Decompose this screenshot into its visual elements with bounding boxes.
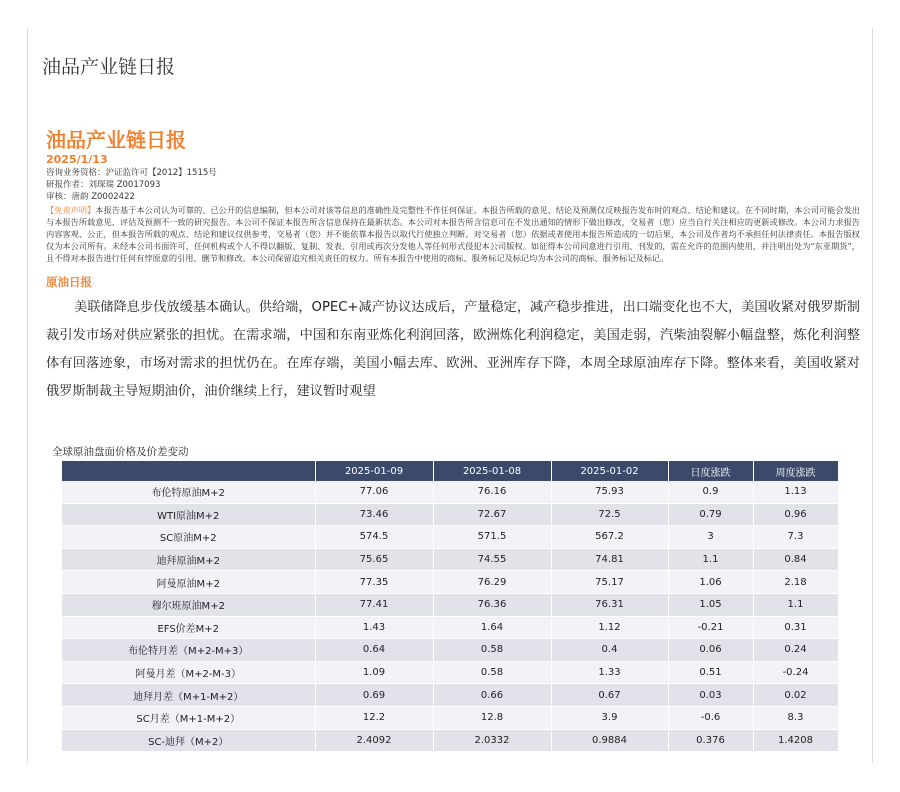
table-cell: 0.66 <box>433 684 551 707</box>
table-cell: 1.64 <box>433 616 551 639</box>
table-cell: 12.8 <box>433 706 551 729</box>
table-cell: 574.5 <box>315 526 433 549</box>
table-cell: 0.4 <box>551 639 668 662</box>
table-cell: 77.35 <box>315 571 433 594</box>
section-title: 原油日报 <box>46 275 92 289</box>
table-cell: 2.4092 <box>315 729 433 752</box>
header-cell: 日度涨跌 <box>668 461 753 481</box>
table-row <box>62 706 838 729</box>
table-cell: 0.02 <box>753 684 838 707</box>
table-cell: 0.58 <box>433 639 551 662</box>
table-cell: 3 <box>668 526 753 549</box>
table-cell: 迪拜原油M+2 <box>62 548 315 571</box>
price-table <box>62 461 839 752</box>
table-cell: 571.5 <box>433 526 551 549</box>
table-cell: 8.3 <box>753 706 838 729</box>
disclaimer-text: 本报告基于本公司认为可靠的、已公开的信息编制，但本公司对该等信息的准确性及完整性不作任何保证。本报告所载的意见、结论及预测仅反映报告发布时的观点、结论和建议。在不同时期，本公司可能会发出与本报告所载意见、评估及预测不一致的研究报告。本公司不保证本报告所含信息保持在最新状态。本公司对本报告所含信息可在不发出通知的情形下做出修改，交易者（您）应当自行关注相应的更新或修改。本公司力求报告内容客观、公正，但本报告所载的观点、结论和建议仅供参考，交易者（您）并不能依靠本报告以取代行使独立判断。对交易者（您）依据或者使用本报告所造成的一切后果，本公司及作者均不承担任何法律责任。本报告版权仅为本公司所有。未经本公司书面许可，任何机构或个人不得以翻版、复制、发表、引用或再次分发他人等任何形式侵犯本公司版权。如征得本公司同意进行引用、刊发的，需在允许的范围内使用，并注明出处为“东亚期货”，且不得对本报告进行任何有悖原意的引用、删节和修改。本公司保留追究相关责任的权力。所有本报告中使用的商标、服务标记及标记均为本公司的商标、服务标记及标记。 <box>46 205 860 263</box>
table-cell: 1.09 <box>315 661 433 684</box>
table-row <box>62 503 838 526</box>
table-cell: 74.81 <box>551 548 668 571</box>
table-cell: 75.93 <box>551 481 668 503</box>
table-cell: 1.12 <box>551 616 668 639</box>
table-cell: 3.9 <box>551 706 668 729</box>
table-cell: 1.05 <box>668 593 753 616</box>
table-row <box>62 593 838 616</box>
table-cell: 1.13 <box>753 481 838 503</box>
table-cell: -0.21 <box>668 616 753 639</box>
table-cell: 0.84 <box>753 548 838 571</box>
table-cell: SC月差（M+1-M+2） <box>62 706 315 729</box>
table-cell: SC原油M+2 <box>62 526 315 549</box>
table-cell: 567.2 <box>551 526 668 549</box>
table-row <box>62 616 838 639</box>
table-cell: 76.31 <box>551 593 668 616</box>
table-cell: 72.5 <box>551 503 668 526</box>
table-cell: 0.31 <box>753 616 838 639</box>
disclaimer-tag: 【免责声明】 <box>46 205 96 215</box>
table-header-row <box>62 461 838 481</box>
table-cell: 7.3 <box>753 526 838 549</box>
table-cell: 2.18 <box>753 571 838 594</box>
report-date: 2025/1/13 <box>46 153 108 166</box>
table-row <box>62 729 838 752</box>
table-cell: 1.43 <box>315 616 433 639</box>
header-cell: 周度涨跌 <box>753 461 838 481</box>
table-cell: 75.17 <box>551 571 668 594</box>
table-cell: 73.46 <box>315 503 433 526</box>
table-cell: 0.79 <box>668 503 753 526</box>
table-cell: 0.96 <box>753 503 838 526</box>
reviewer-info: 审核：唐韵 Z0002422 <box>46 192 135 202</box>
table-cell: 12.2 <box>315 706 433 729</box>
table-cell: 阿曼月差（M+2-M-3） <box>62 661 315 684</box>
section-body: 美联储降息步伐放缓基本确认。供给端，OPEC+减产协议达成后，产量稳定，减产稳步推进，出口端变化也不大，美国收紧对俄罗斯制裁引发市场对供应紧张的担忧。在需求端，中国和东南亚炼化利润回落，欧洲炼化利润稳定，美国走弱，汽柴油裂解小幅盘整，炼化利润整体有回落迹象，市场对需求的担忧仍在。在库存端，美国小幅去库、欧洲、亚洲库存下降，本周全球原油库存下降。整体来看，美国收紧对俄罗斯制裁主导短期油价，油价继续上行，建议暂时观望 <box>46 300 860 399</box>
header-cell: 2025-01-09 <box>315 461 433 481</box>
table-cell: SC-迪拜（M+2） <box>62 729 315 752</box>
table-cell: 0.58 <box>433 661 551 684</box>
table-cell: 75.65 <box>315 548 433 571</box>
header-cell: 2025-01-02 <box>551 461 668 481</box>
table-cell: 阿曼原油M+2 <box>62 571 315 594</box>
table-cell: 2.0332 <box>433 729 551 752</box>
report-title: 油品产业链日报 <box>46 128 186 152</box>
table-cell: 0.06 <box>668 639 753 662</box>
table-row <box>62 639 838 662</box>
table-cell: 1.4208 <box>753 729 838 752</box>
report-body <box>46 128 860 406</box>
table-cell: 1.33 <box>551 661 668 684</box>
table-cell: 1.1 <box>753 593 838 616</box>
table-row <box>62 548 838 571</box>
table-cell: 布伦特月差（M+2-M+3） <box>62 639 315 662</box>
table-cell: -0.6 <box>668 706 753 729</box>
table-row <box>62 661 838 684</box>
table-cell: 1.06 <box>668 571 753 594</box>
table-cell: 0.9884 <box>551 729 668 752</box>
page-title: 油品产业链日报 <box>42 56 176 78</box>
table-cell: -0.24 <box>753 661 838 684</box>
table-row <box>62 526 838 549</box>
table-cell: 76.36 <box>433 593 551 616</box>
disclaimer <box>46 204 860 264</box>
table-cell: 1.1 <box>668 548 753 571</box>
table-cell: 0.69 <box>315 684 433 707</box>
table-cell: 77.41 <box>315 593 433 616</box>
header-cell: 2025-01-08 <box>433 461 551 481</box>
table-cell: 0.03 <box>668 684 753 707</box>
table-cell: 迪拜月差（M+1-M+2） <box>62 684 315 707</box>
page-border-right <box>872 28 873 763</box>
table-cell: 穆尔班原油M+2 <box>62 593 315 616</box>
table-cell: 74.55 <box>433 548 551 571</box>
table-cell: 0.51 <box>668 661 753 684</box>
table-cell: 0.67 <box>551 684 668 707</box>
table-cell: 72.67 <box>433 503 551 526</box>
table-caption: 全球原油盘面价格及价差变动 <box>52 446 189 458</box>
table-cell: 0.24 <box>753 639 838 662</box>
table-cell: WTI原油M+2 <box>62 503 315 526</box>
table-row <box>62 481 838 503</box>
page-border-left <box>27 28 28 763</box>
table-cell: 布伦特原油M+2 <box>62 481 315 503</box>
table-row <box>62 684 838 707</box>
table-cell: 76.29 <box>433 571 551 594</box>
table-row <box>62 571 838 594</box>
license-info: 咨询业务资格：沪证监许可【2012】1515号 <box>46 168 217 178</box>
table-cell: EFS价差M+2 <box>62 616 315 639</box>
table-cell: 0.376 <box>668 729 753 752</box>
table-cell: 76.16 <box>433 481 551 503</box>
author-info: 研报作者：刘琛瑞 Z0017093 <box>46 180 161 190</box>
table-cell: 77.06 <box>315 481 433 503</box>
table-cell: 0.9 <box>668 481 753 503</box>
table-cell: 0.64 <box>315 639 433 662</box>
header-cell <box>62 461 315 481</box>
